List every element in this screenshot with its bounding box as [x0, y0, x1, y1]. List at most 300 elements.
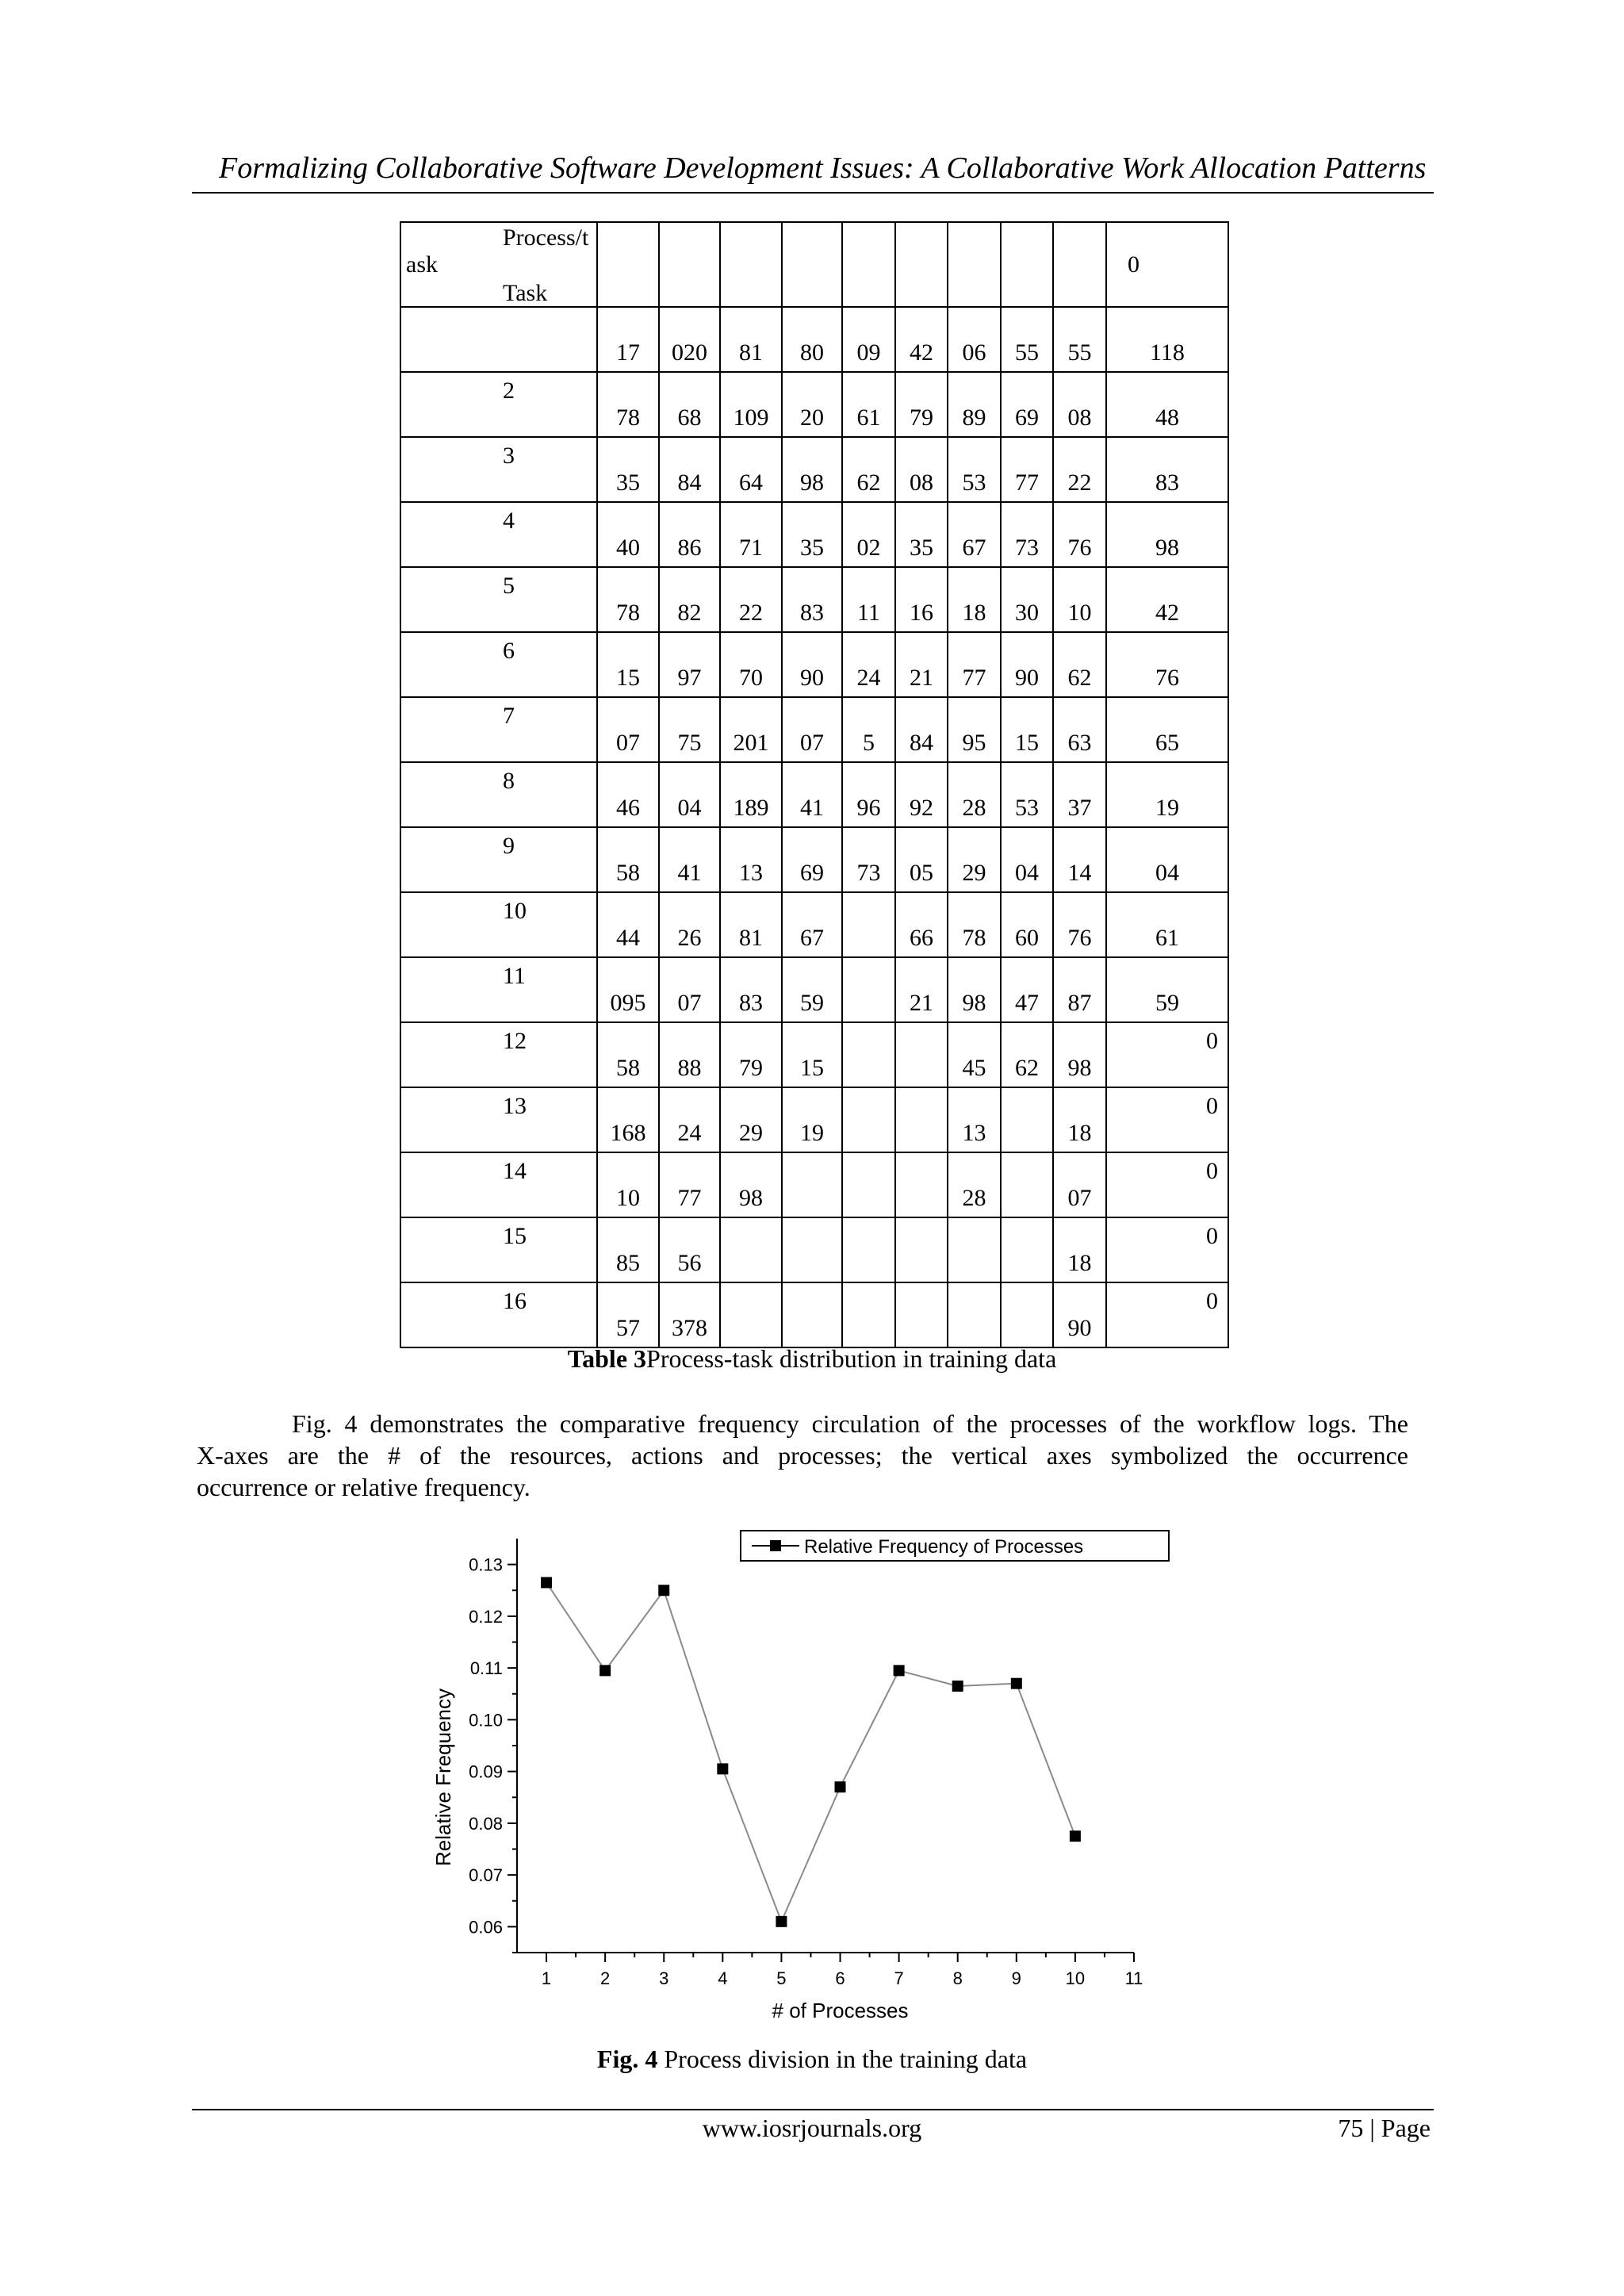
cell-value: 57	[616, 1315, 640, 1341]
cell-value: 095	[610, 990, 646, 1016]
table-caption-label: Table 3	[567, 1344, 647, 1373]
table-cell	[1106, 1282, 1228, 1347]
table-row	[400, 1087, 1228, 1152]
table-cell	[1106, 957, 1228, 1022]
table-cell	[842, 957, 895, 1022]
cell-value: 73	[856, 860, 881, 886]
table-cell	[720, 437, 782, 502]
running-title: Formalizing Collaborative Software Development Issues: A Collaborative Work Allocation Patterns	[219, 151, 1427, 185]
cell-value: 79	[910, 404, 933, 431]
row-label: 5	[503, 573, 515, 599]
table-cell	[948, 957, 1001, 1022]
table-cell	[720, 307, 782, 372]
cell-value: 58	[616, 1055, 640, 1081]
cell-value: 62	[856, 470, 881, 496]
table-cell	[1106, 1022, 1228, 1087]
cell-value: 37	[1067, 795, 1092, 821]
header-last-value: 0	[1128, 251, 1139, 278]
cell-value: 08	[1067, 404, 1092, 431]
cell-value: 92	[910, 795, 933, 821]
table-cell	[1053, 1022, 1106, 1087]
table-cell	[1106, 1217, 1228, 1282]
table-cell	[720, 957, 782, 1022]
table-cell	[948, 502, 1001, 567]
table-cell	[720, 827, 782, 892]
cell-value: 58	[616, 860, 640, 886]
cell-value: 21	[910, 990, 933, 1016]
process-task-table	[400, 221, 1229, 1348]
row-label-cell	[400, 1022, 597, 1087]
table-cell	[842, 697, 895, 762]
table-cell	[782, 372, 842, 437]
cell-value: 19	[800, 1120, 824, 1146]
table-cell	[895, 567, 948, 632]
cell-value: 60	[1015, 925, 1039, 951]
table-row	[400, 762, 1228, 827]
cell-value: 69	[1015, 404, 1039, 431]
table-cell	[597, 567, 659, 632]
cell-value: 67	[962, 535, 986, 561]
figure-caption-text: Process division in the training data	[664, 2045, 1028, 2073]
chart-series	[541, 1577, 1081, 1926]
cell-value: 04	[1155, 860, 1179, 886]
table-caption-text: Process-task distribution in training data	[646, 1344, 1057, 1373]
table-cell	[1053, 1282, 1106, 1347]
header-task-label: Task	[503, 280, 548, 306]
row-label: 13	[503, 1093, 527, 1119]
table-cell	[948, 1282, 1001, 1347]
cell-right-value: 0	[1206, 1028, 1218, 1054]
table-cell	[597, 307, 659, 372]
table-cell	[659, 1282, 720, 1347]
table-cell	[1053, 697, 1106, 762]
paragraph-line-2: X-axes are the # of the resources, actions and processes; the vertical axes symbolized the occurrence	[197, 1441, 1408, 1470]
table-cell	[597, 1217, 659, 1282]
cell-value: 28	[962, 1185, 986, 1211]
table-cell	[895, 307, 948, 372]
data-point	[776, 1916, 787, 1927]
cell-value: 89	[962, 404, 986, 431]
table-cell	[782, 437, 842, 502]
cell-value: 90	[800, 665, 824, 691]
table-cell	[1053, 957, 1106, 1022]
table-cell	[1106, 697, 1228, 762]
table-cell	[948, 307, 1001, 372]
table-cell	[948, 437, 1001, 502]
table-cell	[842, 372, 895, 437]
table-cell	[659, 697, 720, 762]
cell-value: 78	[616, 600, 640, 626]
table-cell	[597, 762, 659, 827]
y-axis-label: Relative Frequency	[431, 1688, 455, 1866]
table-cell	[597, 1022, 659, 1087]
cell-value: 85	[616, 1250, 640, 1276]
cell-value: 168	[610, 1120, 646, 1146]
table-cell	[895, 697, 948, 762]
header-last-cell	[1106, 222, 1228, 307]
cell-value: 77	[1015, 470, 1039, 496]
table-cell	[1053, 892, 1106, 957]
table-row	[400, 307, 1228, 372]
x-tick-label: 10	[1065, 1968, 1086, 1988]
x-tick-label: 9	[1011, 1968, 1021, 1988]
data-point	[717, 1763, 728, 1774]
cell-value: 09	[856, 339, 881, 366]
table-cell	[659, 437, 720, 502]
table-cell	[720, 502, 782, 567]
table-cell	[1053, 632, 1106, 697]
cell-value: 18	[962, 600, 986, 626]
row-label-cell	[400, 957, 597, 1022]
table-cell	[597, 697, 659, 762]
cell-value: 78	[616, 404, 640, 431]
table-cell	[782, 957, 842, 1022]
y-tick-label: 0.11	[469, 1658, 503, 1679]
cell-value: 80	[800, 339, 824, 366]
cell-value: 75	[677, 730, 702, 756]
cell-value: 07	[616, 730, 640, 756]
footer-url: www.iosrjournals.org	[702, 2114, 922, 2142]
cell-value: 06	[962, 339, 986, 366]
table-cell	[597, 372, 659, 437]
table-cell	[895, 892, 948, 957]
cell-value: 109	[733, 404, 769, 431]
row-label-cell	[400, 1087, 597, 1152]
table-cell	[1001, 1087, 1053, 1152]
cell-value: 13	[739, 860, 763, 886]
cell-value: 17	[616, 339, 640, 366]
cell-value: 70	[739, 665, 763, 691]
table-cell	[782, 827, 842, 892]
row-label-cell	[400, 892, 597, 957]
cell-value: 118	[1150, 339, 1185, 366]
cell-value: 64	[739, 470, 763, 496]
table-cell	[842, 1022, 895, 1087]
table-cell	[948, 1152, 1001, 1217]
data-point	[1070, 1830, 1081, 1842]
x-tick-label: 2	[600, 1968, 611, 1988]
cell-value: 53	[1015, 795, 1039, 821]
cell-value: 77	[677, 1185, 702, 1211]
table-cell	[948, 697, 1001, 762]
table-cell	[1106, 827, 1228, 892]
table-cell	[895, 827, 948, 892]
table-cell	[842, 307, 895, 372]
table-cell	[1106, 307, 1228, 372]
cell-value: 84	[910, 730, 933, 756]
header-process-label: Process/t	[503, 224, 589, 251]
cell-value: 95	[962, 730, 986, 756]
x-tick-label: 3	[659, 1968, 669, 1988]
cell-value: 88	[677, 1055, 702, 1081]
row-label: 10	[503, 898, 527, 924]
row-label-cell	[400, 1282, 597, 1347]
row-label-cell	[400, 307, 597, 372]
cell-value: 82	[677, 600, 702, 626]
table-cell	[842, 1087, 895, 1152]
table-cell	[1001, 1022, 1053, 1087]
table-cell	[659, 957, 720, 1022]
cell-value: 98	[739, 1185, 763, 1211]
table-row	[400, 892, 1228, 957]
cell-value: 35	[616, 470, 640, 496]
cell-value: 189	[733, 795, 769, 821]
cell-value: 11	[857, 600, 880, 626]
cell-value: 22	[739, 600, 763, 626]
cell-value: 71	[739, 535, 763, 561]
x-tick-label: 5	[776, 1968, 787, 1988]
cell-value: 42	[910, 339, 933, 366]
table-cell	[1053, 502, 1106, 567]
table-cell	[1001, 567, 1053, 632]
table-cell	[1106, 502, 1228, 567]
row-label: 9	[503, 833, 515, 859]
table-cell	[842, 892, 895, 957]
table-cell	[720, 1152, 782, 1217]
row-label-cell	[400, 502, 597, 567]
table-row	[400, 957, 1228, 1022]
table-cell	[1053, 1087, 1106, 1152]
cell-value: 97	[677, 665, 702, 691]
cell-value: 68	[677, 404, 702, 431]
x-axis-label: # of Processes	[772, 1999, 909, 2022]
figure-caption-label: Fig. 4	[596, 2045, 658, 2073]
cell-value: 55	[1015, 339, 1039, 366]
table-cell	[782, 502, 842, 567]
table-cell	[842, 437, 895, 502]
table-cell	[720, 1282, 782, 1347]
table-cell	[597, 827, 659, 892]
data-point	[658, 1585, 669, 1596]
legend-label: Relative Frequency of Processes	[804, 1536, 1084, 1558]
table-cell	[1053, 1152, 1106, 1217]
cell-value: 86	[677, 535, 702, 561]
cell-value: 24	[856, 665, 881, 691]
table-row	[400, 1217, 1228, 1282]
table-cell	[948, 372, 1001, 437]
table-cell	[948, 827, 1001, 892]
cell-value: 35	[910, 535, 933, 561]
cell-value: 61	[1155, 925, 1179, 951]
header-rule	[192, 192, 1434, 194]
table-cell	[720, 1022, 782, 1087]
table-cell	[597, 632, 659, 697]
cell-value: 76	[1155, 665, 1179, 691]
cell-value: 90	[1067, 1315, 1092, 1341]
table-row	[400, 1282, 1228, 1347]
cell-value: 10	[1067, 600, 1092, 626]
cell-value: 96	[856, 795, 881, 821]
cell-value: 02	[856, 535, 881, 561]
cell-value: 98	[800, 470, 824, 496]
cell-value: 04	[1015, 860, 1039, 886]
table-cell	[1001, 1217, 1053, 1282]
table-cell	[1001, 827, 1053, 892]
cell-value: 73	[1015, 535, 1039, 561]
table-cell	[597, 1282, 659, 1347]
cell-right-value: 0	[1206, 1158, 1218, 1184]
table-cell	[1001, 762, 1053, 827]
cell-value: 5	[863, 730, 875, 756]
table-cell	[720, 567, 782, 632]
cell-value: 79	[739, 1055, 763, 1081]
table-cell	[1001, 957, 1053, 1022]
table-cell	[782, 1282, 842, 1347]
table-cell	[1106, 567, 1228, 632]
row-label: 8	[503, 768, 515, 794]
cell-value: 07	[1067, 1185, 1092, 1211]
table-cell	[1053, 827, 1106, 892]
cell-value: 201	[733, 730, 769, 756]
table-cell	[782, 1217, 842, 1282]
table-cell	[782, 892, 842, 957]
table-cell	[1053, 372, 1106, 437]
cell-value: 62	[1015, 1055, 1039, 1081]
cell-value: 84	[677, 470, 702, 496]
y-tick-label: 0.12	[469, 1606, 503, 1627]
table-cell	[948, 892, 1001, 957]
table-row	[400, 827, 1228, 892]
cell-value: 77	[962, 665, 986, 691]
table-cell	[659, 1152, 720, 1217]
table-cell	[1106, 632, 1228, 697]
body-paragraph	[197, 1408, 1408, 1503]
figure-caption	[0, 2045, 1624, 2074]
data-point	[1011, 1678, 1022, 1689]
data-point	[541, 1577, 552, 1588]
cell-value: 98	[1155, 535, 1179, 561]
row-label: 15	[503, 1223, 527, 1249]
table-cell	[948, 1022, 1001, 1087]
x-tick-label: 4	[718, 1968, 728, 1988]
cell-value: 15	[1015, 730, 1039, 756]
cell-value: 63	[1067, 730, 1092, 756]
row-label-cell	[400, 1217, 597, 1282]
table-row	[400, 502, 1228, 567]
row-label-cell	[400, 372, 597, 437]
cell-value: 69	[800, 860, 824, 886]
cell-value: 16	[910, 600, 933, 626]
cell-value: 78	[962, 925, 986, 951]
table-cell	[895, 957, 948, 1022]
table-cell	[720, 1087, 782, 1152]
table-cell	[1001, 307, 1053, 372]
table-cell	[895, 437, 948, 502]
table-cell	[842, 567, 895, 632]
cell-value: 98	[962, 990, 986, 1016]
table-cell	[597, 1152, 659, 1217]
y-tick-label: 0.07	[469, 1865, 503, 1886]
cell-right-value: 0	[1206, 1223, 1218, 1249]
row-label: 2	[503, 378, 515, 404]
cell-value: 90	[1015, 665, 1039, 691]
cell-value: 20	[800, 404, 824, 431]
cell-value: 28	[962, 795, 986, 821]
table-cell	[720, 892, 782, 957]
row-label: 14	[503, 1158, 527, 1184]
row-label-cell	[400, 827, 597, 892]
table-cell	[895, 1282, 948, 1347]
cell-value: 18	[1067, 1250, 1092, 1276]
cell-value: 61	[856, 404, 881, 431]
footer-rule	[192, 2109, 1434, 2110]
table-row	[400, 1022, 1228, 1087]
table-cell	[782, 632, 842, 697]
cell-value: 08	[910, 470, 933, 496]
table-cell	[1106, 437, 1228, 502]
table-cell	[720, 372, 782, 437]
table-cell	[659, 307, 720, 372]
row-label: 7	[503, 703, 515, 729]
table-cell	[659, 1087, 720, 1152]
table-cell	[842, 1152, 895, 1217]
table-cell	[1001, 892, 1053, 957]
cell-value: 22	[1067, 470, 1092, 496]
table-cell	[895, 1152, 948, 1217]
table-cell	[1001, 1152, 1053, 1217]
table-cell	[842, 762, 895, 827]
table-cell	[597, 892, 659, 957]
table-cell	[720, 697, 782, 762]
table-cell	[948, 1087, 1001, 1152]
cell-value: 04	[677, 795, 702, 821]
table-cell	[842, 632, 895, 697]
cell-value: 07	[677, 990, 702, 1016]
table-cell	[948, 632, 1001, 697]
table-row	[400, 437, 1228, 502]
cell-value: 81	[739, 339, 763, 366]
table-cell	[659, 502, 720, 567]
table-cell	[659, 1217, 720, 1282]
y-tick-label: 0.13	[469, 1554, 503, 1575]
cell-value: 29	[962, 860, 986, 886]
table-cell	[1053, 762, 1106, 827]
cell-right-value: 0	[1206, 1093, 1218, 1119]
table-cell	[720, 1217, 782, 1282]
row-label: 4	[503, 508, 515, 534]
header-ask-label: ask	[406, 251, 438, 278]
row-label: 3	[503, 443, 515, 469]
table-header-cell	[400, 222, 597, 307]
table-cell	[1106, 372, 1228, 437]
chart-axes	[431, 1539, 1143, 2022]
row-label-cell	[400, 697, 597, 762]
table-cell	[720, 762, 782, 827]
paragraph-line-3: occurrence or relative frequency.	[197, 1473, 530, 1501]
table-cell	[659, 372, 720, 437]
series-line	[546, 1582, 1075, 1921]
table-cell	[782, 1152, 842, 1217]
table-cell	[597, 1087, 659, 1152]
table-cell	[720, 632, 782, 697]
cell-value: 48	[1155, 404, 1179, 431]
table-cell	[1053, 567, 1106, 632]
cell-value: 83	[1155, 470, 1179, 496]
table-cell	[1001, 1282, 1053, 1347]
cell-value: 40	[616, 535, 640, 561]
cell-value: 10	[616, 1185, 640, 1211]
x-tick-label: 8	[952, 1968, 963, 1988]
row-label-cell	[400, 762, 597, 827]
table-cell	[1001, 632, 1053, 697]
row-label-cell	[400, 632, 597, 697]
x-tick-label: 1	[541, 1968, 552, 1988]
table-cell	[1106, 1087, 1228, 1152]
cell-value: 53	[962, 470, 986, 496]
table-cell	[659, 892, 720, 957]
x-tick-label: 6	[835, 1968, 845, 1988]
table-cell	[842, 1282, 895, 1347]
